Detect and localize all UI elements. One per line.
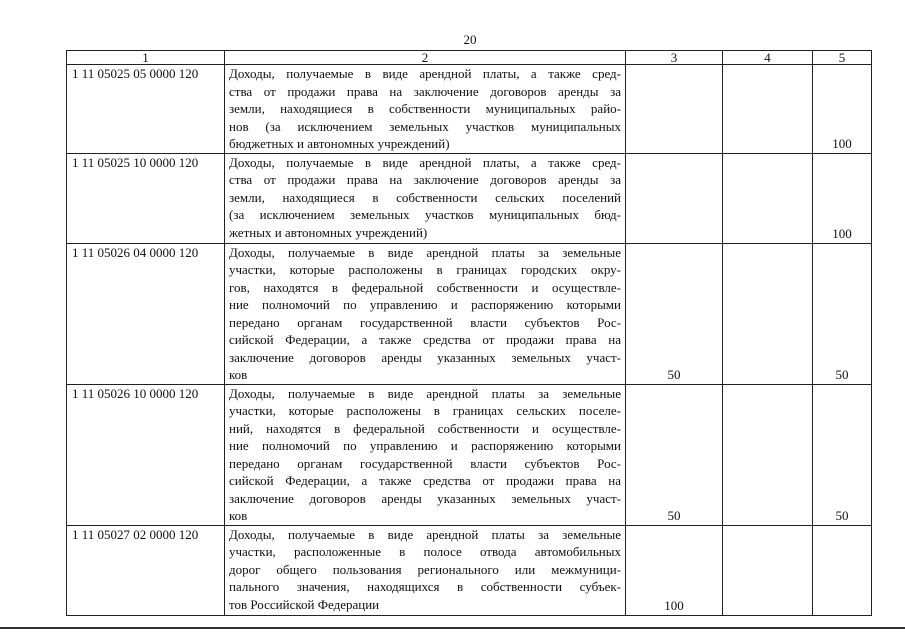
col-3-value: 50 bbox=[626, 243, 723, 384]
col-5-value: 100 bbox=[813, 65, 872, 154]
col-5-value: 50 bbox=[813, 384, 872, 525]
col-5-value bbox=[813, 525, 872, 615]
revenue-description bbox=[225, 384, 626, 525]
description-line: заключение договоров аренды указанных земельных участ- bbox=[229, 490, 621, 506]
description-line: ков bbox=[229, 508, 248, 523]
description-line: передано органам государственной власти субъектов Рос- bbox=[229, 314, 621, 330]
revenue-description bbox=[225, 243, 626, 384]
header-col-1: 1 bbox=[67, 51, 225, 65]
description-line: гов, находятся в федеральной собственности и осуществле- bbox=[229, 279, 621, 295]
description-line: передано органам государственной власти субъектов Рос- bbox=[229, 455, 621, 471]
table-row bbox=[67, 243, 872, 384]
header-col-2: 2 bbox=[225, 51, 626, 65]
page-bottom-rule bbox=[0, 627, 905, 629]
table-header-row bbox=[67, 51, 872, 65]
budget-code: 1 11 05026 04 0000 120 bbox=[67, 243, 225, 384]
table-row bbox=[67, 384, 872, 525]
col-4-value bbox=[723, 384, 813, 525]
description-line: тов Российской Федерации bbox=[229, 596, 380, 612]
description-line: Доходы, получаемые в виде арендной платы, а также сред- bbox=[229, 66, 621, 81]
description-line: (за исключением земельных участков муниципальных бюд- bbox=[229, 207, 621, 222]
col-3-value bbox=[626, 153, 723, 243]
col-3-value: 100 bbox=[626, 525, 723, 615]
revenue-description bbox=[225, 65, 626, 154]
description-line: ний, находятся в федеральной собственности и осуществле- bbox=[229, 420, 621, 436]
description-line: ства от продажи права на заключение договоров аренды за bbox=[229, 83, 621, 99]
description-line: ние полномочий по управлению и распоряжению которыми bbox=[229, 438, 621, 453]
col-4-value bbox=[723, 65, 813, 154]
col-5-value: 100 bbox=[813, 153, 872, 243]
description-line: земли, находящиеся в собственности муниципальных райо- bbox=[229, 101, 621, 116]
page-number: 20 bbox=[463, 32, 477, 47]
description-line: жетных и автономных учреждений) bbox=[229, 224, 428, 240]
description-line: Доходы, получаемые в виде арендной платы за земельные bbox=[229, 526, 621, 542]
description-line: участки, которые расположены в границах городских окру- bbox=[229, 262, 621, 277]
description-line: нов (за исключением земельных участков муниципальных bbox=[229, 118, 621, 134]
col-4-value bbox=[723, 525, 813, 615]
revenue-table bbox=[66, 50, 872, 616]
budget-code: 1 11 05025 10 0000 120 bbox=[67, 153, 225, 243]
description-line: сийской Федерации, а также средства от продажи права на bbox=[229, 473, 621, 488]
col-4-value bbox=[723, 243, 813, 384]
description-line: дорог общего пользования регионального или межмуници- bbox=[229, 561, 621, 577]
description-line: бюджетных и автономных учреждений) bbox=[229, 136, 450, 151]
header-col-3: 3 bbox=[626, 51, 723, 65]
description-line: ства от продажи права на заключение договоров аренды за bbox=[229, 172, 621, 187]
description-line: Доходы, получаемые в виде арендной платы за земельные bbox=[229, 385, 621, 401]
description-line: участки, которые расположены в границах сельских поселе- bbox=[229, 403, 621, 418]
budget-code: 1 11 05027 02 0000 120 bbox=[67, 525, 225, 615]
col-4-value bbox=[723, 153, 813, 243]
header-col-4: 4 bbox=[723, 51, 813, 65]
col-3-value: 50 bbox=[626, 384, 723, 525]
col-3-value bbox=[626, 65, 723, 154]
budget-code: 1 11 05025 05 0000 120 bbox=[67, 65, 225, 154]
description-line: заключение договоров аренды указанных земельных участ- bbox=[229, 349, 621, 365]
revenue-description bbox=[225, 525, 626, 615]
description-line: пального значения, находящихся в собственности субъек- bbox=[229, 579, 621, 594]
description-line: участки, расположенные в полосе отвода автомобильных bbox=[229, 544, 621, 559]
budget-code: 1 11 05026 10 0000 120 bbox=[67, 384, 225, 525]
revenue-description bbox=[225, 153, 626, 243]
description-line: сийской Федерации, а также средства от продажи права на bbox=[229, 332, 621, 347]
table-row bbox=[67, 525, 872, 615]
col-5-value: 50 bbox=[813, 243, 872, 384]
description-line: Доходы, получаемые в виде арендной платы за земельные bbox=[229, 244, 621, 260]
table-row bbox=[67, 65, 872, 154]
header-col-5: 5 bbox=[813, 51, 872, 65]
description-line: Доходы, получаемые в виде арендной платы, а также сред- bbox=[229, 154, 621, 170]
description-line: земли, находящиеся в собственности сельских поселений bbox=[229, 189, 621, 205]
table-row bbox=[67, 153, 872, 243]
description-line: ков bbox=[229, 367, 248, 382]
description-line: ние полномочий по управлению и распоряжению которыми bbox=[229, 297, 621, 312]
